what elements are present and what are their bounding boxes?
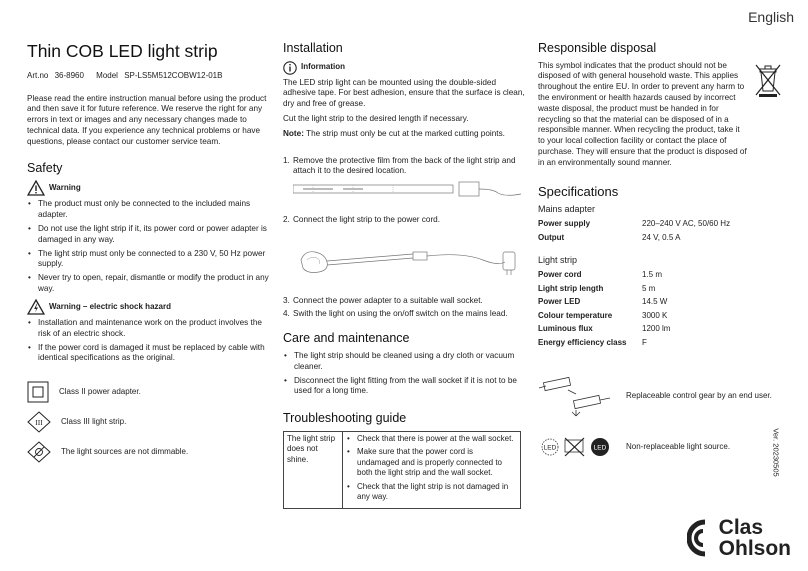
list-item: • If the power cord is damaged it must be replaced by cable with identical specifications as the original. <box>38 343 272 365</box>
table-row <box>538 337 670 351</box>
table-row <box>538 282 670 296</box>
step-number: 1. <box>283 155 290 165</box>
brand-line-2: Ohlson <box>718 537 791 560</box>
replaceable-gear-row <box>538 372 783 420</box>
disposal-block <box>538 61 783 169</box>
clas-ohlson-logo-icon <box>687 518 715 558</box>
strip-attach-illustration <box>293 179 523 205</box>
warning-label: Warning <box>49 183 81 192</box>
list-item: • Check that there is power at the wall socket. <box>357 434 517 445</box>
model-number: SP-LS5M512COBW12-01B <box>124 71 223 81</box>
spec-key: Luminous flux <box>538 324 593 334</box>
table-row <box>538 323 670 337</box>
list-item: • The light strip must only be connected to a 230 V, 50 Hz power supply. <box>38 249 272 271</box>
list-item: • The light strip should be cleaned using a dry cloth or vacuum cleaner. <box>294 351 526 373</box>
troubleshooting-table <box>283 431 521 509</box>
solutions-list <box>346 434 517 503</box>
step-number: 3. <box>283 295 290 305</box>
electric-shock-icon <box>27 299 45 315</box>
step-2 <box>283 215 526 226</box>
list-item: • Disconnect the light fitting from the wall socket if it is not to be used for a long time. <box>294 376 526 398</box>
information-heading <box>283 61 526 75</box>
spec-key: Power supply <box>538 219 591 229</box>
safety-heading: Safety <box>27 160 63 175</box>
solutions-cell <box>343 431 521 508</box>
art-number: 36-8960 <box>54 71 84 81</box>
spec-value: 1200 lm <box>642 324 671 334</box>
spec-value: F <box>642 338 647 348</box>
intro-text: Please read the entire instruction manual before using the product and then save it for future reference. We reserve the right for any errors in text or images and any necessary changes made to technical data. If you experience any technical problems or have questions, please contact our customer service team. <box>27 93 267 146</box>
led-icon-text: LED <box>543 444 557 452</box>
class3-icon <box>27 411 51 433</box>
list-item: • Do not use the light strip if it, its power cord or power adapter is damaged in any way. <box>38 224 272 246</box>
list-item: • Installation and maintenance work on the product involves the risk of an electric shock. <box>38 318 272 340</box>
step-text: Remove the protective film from the back of the light strip and attach it to the desired location. <box>293 155 516 176</box>
model-label: Model <box>96 71 118 81</box>
version-label: Ver. 20230505 <box>771 428 781 477</box>
not-dimmable-icon <box>27 441 51 463</box>
troubleshooting-heading: Troubleshooting guide <box>283 411 407 426</box>
spec-key: Output <box>538 232 565 242</box>
spec-value: 24 V, 0.5 A <box>642 232 681 242</box>
list-item: • Check that the light strip is not damaged in any way. <box>357 482 517 503</box>
class3-icon-text: III <box>35 418 43 428</box>
warning-triangle-icon <box>27 180 45 196</box>
disposal-heading: Responsible disposal <box>538 41 657 55</box>
spec-value: 5 m <box>642 283 656 293</box>
note-body: The strip must only be cut at the marked cutting points. <box>306 128 505 138</box>
disposal-text: This symbol indicates that the product should not be disposed of with general household waste. This applies throughout the entire EU. In order to prevent any harm to the environment or health hazards caused by incorrect waste disposal, the product must be handed in for recycling so that the material can be disposed of in a responsible manner. When recycling the product, take it to your local collection facility or contact the place of purchase. They will ensure that the product is disposed of in an environmentally sound manner. <box>538 60 747 167</box>
installation-heading: Installation <box>283 41 343 55</box>
replaceable-control-gear-icon <box>538 372 616 420</box>
language-label: English <box>748 9 794 25</box>
spec-value: 14.5 W <box>642 297 668 307</box>
class3-text: Class III light strip. <box>61 416 127 426</box>
information-icon <box>283 61 297 75</box>
brand-line-1: Clas <box>718 516 764 539</box>
table-row <box>284 431 521 508</box>
led-icon-text: LED <box>593 444 607 452</box>
shock-warning-heading <box>27 299 272 315</box>
information-label: Information <box>301 62 345 72</box>
shock-warning-list <box>27 318 272 364</box>
problem-cell: The light strip does not shine. <box>284 431 343 508</box>
note-text <box>283 129 526 140</box>
strip-heading: Light strip <box>538 254 578 265</box>
spec-key: Power cord <box>538 270 582 280</box>
page-title: Thin COB LED light strip <box>27 41 218 61</box>
column-disposal-specs <box>538 40 783 468</box>
step-text: Swith the light on using the on/off switch on the mains lead. <box>293 308 508 318</box>
table-row <box>538 231 730 245</box>
column-installation <box>283 40 526 509</box>
list-item: • Make sure that the power cord is undamaged and is properly connected to both the light strip and the wall socket. <box>357 447 517 479</box>
spec-value: 3000 K <box>642 310 668 320</box>
replaceable-gear-text: Replaceable control gear by an end user. <box>626 390 772 400</box>
step-text: Connect the power adapter to a suitable wall socket. <box>293 295 483 305</box>
table-row <box>538 269 670 283</box>
column-intro-safety <box>27 40 272 471</box>
step-number: 4. <box>283 308 290 318</box>
step-text: Connect the light strip to the power cord. <box>293 215 440 225</box>
adapter-heading: Mains adapter <box>538 203 596 214</box>
table-row <box>538 296 670 310</box>
table-row <box>538 218 730 232</box>
non-replaceable-row <box>538 434 783 460</box>
not-dimmable-row <box>27 441 272 463</box>
article-info <box>27 71 272 82</box>
class3-row <box>27 411 272 433</box>
spec-key: Power LED <box>538 297 581 307</box>
step-number: 2. <box>283 215 290 225</box>
warning-list <box>27 199 272 295</box>
strip-spec-table <box>538 269 670 350</box>
class2-row <box>27 381 272 403</box>
table-row <box>538 309 670 323</box>
class2-icon <box>27 381 49 403</box>
specifications-heading: Specifications <box>538 183 619 199</box>
spec-value: 220–240 V AC, 50/60 Hz <box>642 219 731 229</box>
warning-heading <box>27 180 272 196</box>
class2-text: Class II power adapter. <box>59 386 141 396</box>
information-text: The LED strip light can be mounted using the double-sided adhesive tape. For best adhesion, ensure that the surface is clean, dry and free of grease. <box>283 77 525 109</box>
step-3 <box>283 296 526 307</box>
step-4 <box>283 309 526 320</box>
care-heading: Care and maintenance <box>283 331 410 346</box>
brand-text <box>719 517 791 559</box>
note-label: Note: <box>283 128 304 138</box>
strip-connect-illustration <box>293 230 523 286</box>
spec-key: Light strip length <box>538 283 604 293</box>
list-item: • The product must only be connected to the included mains adapter. <box>38 199 272 221</box>
non-replaceable-light-source-icon <box>538 434 616 460</box>
list-item: • Never try to open, repair, dismantle or modify the product in any way. <box>38 273 272 295</box>
spec-key: Energy efficiency class <box>538 338 627 348</box>
not-dimmable-text: The light sources are not dimmable. <box>61 446 189 456</box>
art-label: Art.no <box>27 71 49 81</box>
care-list <box>283 351 526 397</box>
brand-logo <box>687 517 791 559</box>
spec-key: Colour temperature <box>538 310 613 320</box>
cut-text: Cut the light strip to the desired length if necessary. <box>283 113 469 123</box>
shock-warning-label: Warning – electric shock hazard <box>49 301 171 311</box>
crossed-bin-icon <box>753 63 783 99</box>
step-1 <box>283 156 526 178</box>
spec-value: 1.5 m <box>642 270 663 280</box>
non-replaceable-text: Non-replaceable light source. <box>626 441 731 451</box>
adapter-spec-table <box>538 218 730 245</box>
